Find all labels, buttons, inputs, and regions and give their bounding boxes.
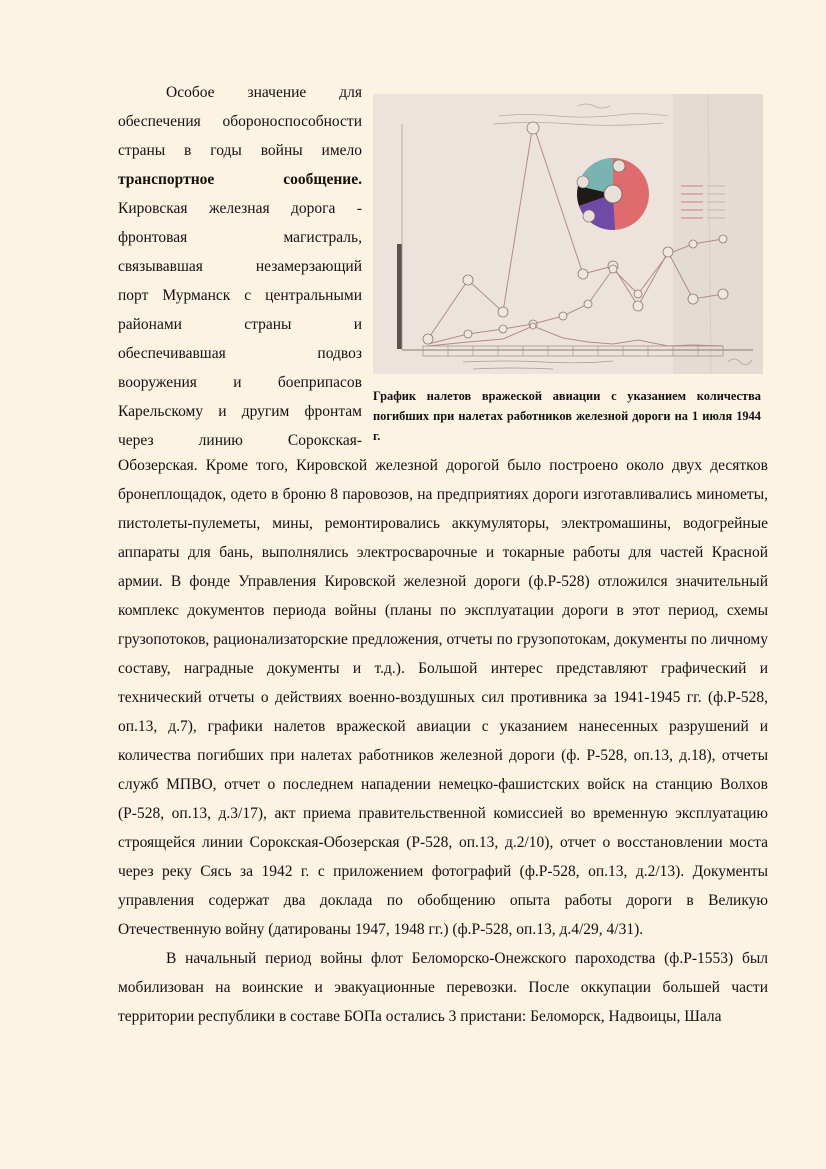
left-line: связывавшая незамерзающий	[118, 258, 362, 275]
paragraph: Обозерская. Кроме того, Кировской железной дорогой было построено около двух десятков бронеплощадок, одето в броню 8 паровозов, на предприятиях дороги изготавливались минометы, пистолеты-пулеметы, мины, ремонтировались аккумуляторы, электромашины, водогрейные аппараты для бань, выполнялись электросварочные и токарные работы для частей Красной армии. В фонде Управления Кировской железной дороги (ф.Р-528) отложился значительный комплекс документов периода войны (планы по эксплуатации дороги в этот период, схемы грузопотоков, рационализаторские предложения, отчеты по грузопотокам, документы по личному составу, наградные документы и т.д.). Большой интерес представляют графический и технический отчеты о действиях военно-воздушных сил противника за 1941-1945 гг. (ф.Р-528, оп.13, д.7), графики налетов вражеской авиации с указанием нанесенных разрушений и количества погибших при налетах работников железной дороги (ф. Р-528, оп.13, д.18), отчеты служб МПВО, отчет о последнем нападении немецко-фашистских войск на станцию Волхов (Р-528, оп.13, д.3/17), акт приема правительственной комиссией во временную эксплуатацию строящейся линии Сорокская-Обозерская (Р-528, оп.13, д.2/10), отчет о восстановлении моста через реку Сясь за 1942 г. с приложением фотографий (ф.Р-528, оп.13, д.2/13). Документы управления содержат два доклада по обобщению опыта работы дороги в Великую Отечественную войну (датированы 1947, 1948 гг.) (ф.Р-528, оп.13, д.4/29, 4/31).	[118, 457, 768, 938]
left-column-text	[118, 78, 362, 455]
left-line: страны в годы войны имело	[118, 142, 362, 159]
left-line: Особое значение для	[166, 84, 362, 101]
left-line: вооружения и боеприпасов	[118, 374, 362, 391]
main-body-text	[118, 451, 768, 1031]
left-line: обеспечения обороноспособности	[118, 113, 362, 130]
pie-drawing	[577, 158, 649, 230]
left-line: Кировская железная дорога -	[118, 200, 362, 217]
figure-caption: График налетов вражеской авиации с указанием количества погибших при налетах работников железной дороги на 1 июля 1944 г.	[373, 389, 761, 443]
paragraph: В начальный период войны флот Беломорско-Онежского пароходства (ф.Р-1553) был мобилизован на воинские и эвакуационные перевозки. После оккупации большей части территории республики в составе БОПа остались 3 пристани: Беломорск, Надвоицы, Шала	[118, 950, 768, 1025]
archival-chart-image	[373, 94, 763, 374]
archival-chart-photo	[373, 94, 763, 374]
left-line: обеспечивавшая подвоз	[118, 345, 362, 362]
left-line: фронтовая магистраль,	[118, 229, 362, 246]
left-line: порт Мурманск с центральными	[118, 287, 362, 304]
left-line: Карельскому и другим фронтам	[118, 403, 362, 420]
left-line: районами страны и	[118, 316, 362, 333]
left-line: через линию Сорокская-	[118, 432, 362, 449]
left-line-bold: транспортное сообщение.	[118, 171, 362, 188]
